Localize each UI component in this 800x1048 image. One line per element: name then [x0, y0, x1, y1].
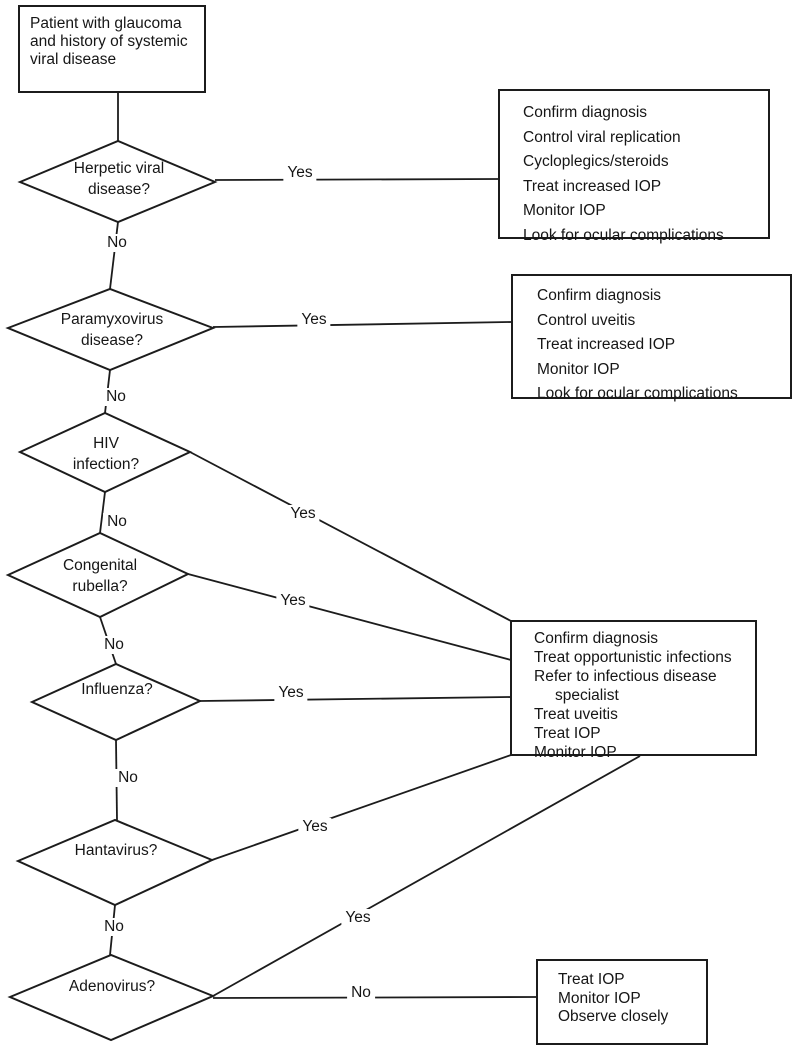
edge-label-paramyxovirus-no: No: [102, 388, 130, 406]
edge-label-herpetic-yes: Yes: [283, 164, 316, 182]
outcome-line: Treat IOP: [534, 725, 601, 742]
outcome-line: Confirm diagnosis: [534, 630, 659, 647]
outcome-line: specialist: [555, 687, 619, 704]
outcome-line: Treat opportunistic infections: [534, 649, 732, 666]
outcome-box-paramyxovirus: [511, 274, 792, 402]
edge-label-adenovirus-no: No: [347, 984, 375, 1002]
decision-paramyxovirus-label: Paramyxovirus disease?: [60, 311, 164, 349]
connector-rubella-yes: [188, 574, 511, 660]
edge-label-hantavirus-no: No: [100, 918, 128, 936]
outcome-line: Monitor IOP: [523, 202, 606, 219]
outcome-line: Cycloplegics/steroids: [523, 153, 669, 170]
edge-label-adenovirus-yes: Yes: [341, 909, 374, 927]
edge-label-influenza-yes: Yes: [274, 684, 307, 702]
outcome-line: Monitor IOP: [537, 360, 620, 378]
edge-label-influenza-no: No: [114, 769, 142, 787]
outcome-line: Confirm diagnosis: [537, 287, 662, 304]
decision-influenza-shape: [32, 664, 200, 740]
connector-influenza-yes: [200, 697, 511, 701]
connector-hantavirus-yes: [212, 755, 511, 860]
decision-hiv-label: HIV infection?: [72, 435, 140, 473]
edge-label-rubella-yes: Yes: [276, 592, 309, 610]
connector-herpetic-no: [110, 222, 118, 289]
outcome-line: Control uveitis: [537, 311, 636, 329]
outcome-line: Observe closely: [558, 1008, 669, 1025]
connector-paramyxovirus-yes: [213, 322, 511, 327]
connector-herpetic-yes: [215, 179, 498, 180]
edge-label-hantavirus-yes: Yes: [298, 818, 331, 836]
decision-hantavirus-label: Hantavirus?: [74, 842, 158, 859]
edge-label-paramyxovirus-yes: Yes: [297, 311, 330, 329]
edge-label-rubella-no: No: [100, 636, 128, 654]
outcome-line: Treat uveitis: [534, 706, 618, 723]
start-node-text: Patient with glaucoma and history of systemic viral disease: [30, 15, 188, 68]
decision-hantavirus-shape: [18, 820, 212, 905]
outcome-line: Monitor IOP: [558, 989, 641, 1007]
outcome-box-observe: [536, 959, 708, 1045]
edge-label-hiv-yes: Yes: [286, 505, 319, 523]
decision-influenza-label: Influenza?: [81, 681, 153, 698]
decision-herpetic-label: Herpetic viral disease?: [73, 160, 165, 198]
connector-hiv-yes: [190, 452, 511, 621]
outcome-line: Monitor IOP: [534, 744, 617, 761]
outcome-box-systemic-viral: [510, 620, 757, 761]
outcome-line: Look for ocular complications: [537, 385, 738, 402]
decision-adenovirus-label: Adenovirus?: [68, 978, 156, 995]
outcome-line: Treat increased IOP: [537, 336, 676, 353]
start-node: [18, 5, 206, 93]
edge-label-herpetic-no: No: [103, 234, 131, 252]
outcome-line: Control viral replication: [523, 128, 681, 146]
outcome-box-herpetic: [498, 89, 770, 244]
decision-rubella-label: Congenital rubella?: [62, 557, 138, 595]
outcome-line: Treat increased IOP: [523, 177, 662, 195]
outcome-line: Treat IOP: [558, 971, 625, 988]
decision-adenovirus-shape: [10, 955, 213, 1040]
outcome-line: Confirm diagnosis: [523, 104, 648, 121]
outcome-line: Refer to infectious disease: [534, 668, 717, 685]
outcome-line: Look for ocular complications: [523, 226, 724, 244]
edge-label-hiv-no: No: [103, 513, 131, 531]
